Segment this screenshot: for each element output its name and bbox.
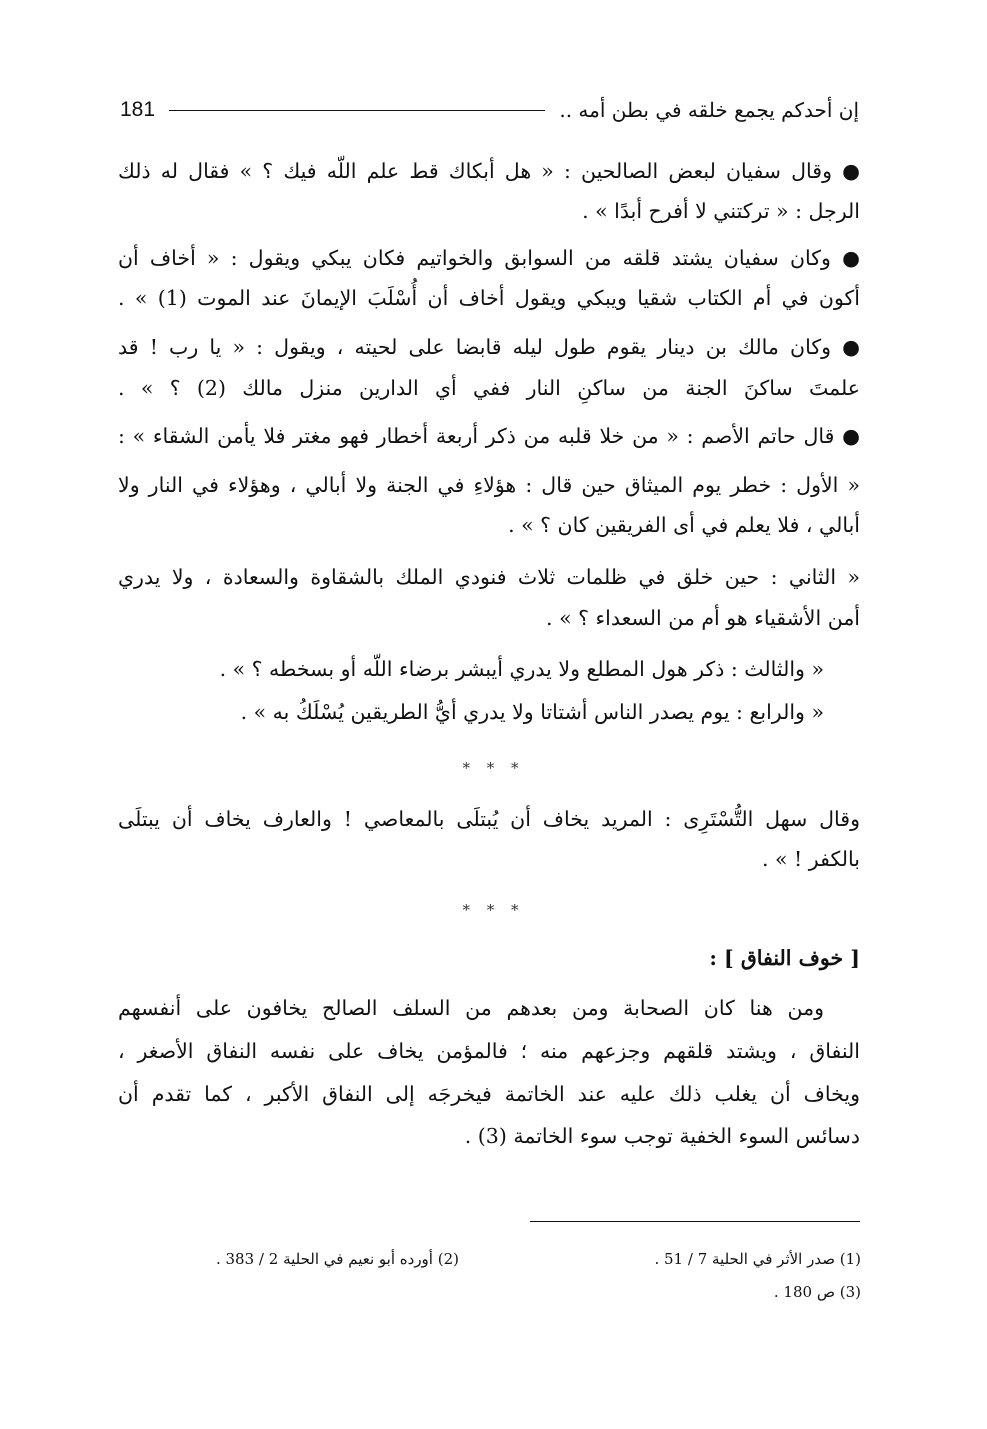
text-line: « الثاني : حين خلق في ظلمات ثلاث فنودي الملك بالشقاوة والسعادة ، ولا يدري: [118, 565, 860, 589]
text-line: علمتَ ساكنَ الجنة من ساكنِ النار ففي أي الدارين منزل مالك (2) ؟ » .: [118, 376, 860, 400]
text-line: « والرابع : يوم يصدر الناس أشتاتا ولا يدري أيُّ الطريقين يُسْلَكُ به » .: [240, 700, 824, 724]
text-line: ● قال حاتم الأصم : « من خلا قلبه من ذكر أربعة أخطار فهو مغتر فلا يأمن الشقاء » :: [118, 424, 860, 448]
footnote-1: (1) صدر الأثر في الحلية 7 / 51 .: [654, 1250, 861, 1268]
separator-stars: * * *: [462, 759, 525, 777]
text-line: ● وكان سفيان يشتد قلقه من السوابق والخواتيم فكان يبكي ويقول : « أخاف أن: [118, 246, 860, 270]
text-line: « والثالث : ذكر هول المطلع ولا يدري أيبشر برضاء اللّه أو بسخطه ؟ » .: [219, 657, 824, 681]
text-line: ● وكان مالك بن دينار يقوم طول ليله قابضا على لحيته ، ويقول : « يا رب ! قد: [118, 335, 860, 359]
text-line: دسائس السوء الخفية توجب سوء الخاتمة (3) .: [464, 1124, 860, 1148]
text-line: أمن الأشقياء هو أم من السعداء ؟ » .: [546, 606, 860, 630]
text-line: ● وقال سفيان لبعض الصالحين : « هل أبكاك قط علم اللّه فيك ؟ » فقال له ذلك: [118, 159, 860, 183]
footnote-2: (2) أورده أبو نعيم في الحلية 2 / 383 .: [215, 1250, 459, 1268]
text-line: أكون في أم الكتاب شقيا ويبكي ويقول أخاف أن أُسْلَبَ الإيمانَ عند الموت (1) » .: [118, 286, 860, 310]
running-header: [120, 92, 859, 128]
separator-stars: * * *: [462, 901, 525, 919]
text-line: النفاق ، ويشتد قلقهم وجزعهم منه ؛ فالمؤمن يخاف على نفسه النفاق الأصغر ،: [118, 1039, 860, 1063]
footnote-3: (3) ص 180 .: [773, 1283, 861, 1301]
footnote-rule: [530, 1221, 860, 1222]
text-line: بالكفر ! » .: [761, 847, 860, 871]
page-number: 181: [120, 98, 156, 121]
text-line: ومن هنا كان الصحابة ومن بعدهم من السلف الصالح يخافون على أنفسهم: [118, 996, 824, 1020]
section-heading: [ خوف النفاق ] :: [709, 946, 860, 970]
text-line: الرجل : « تركتني لا أفرح أبدًا » .: [582, 199, 860, 223]
running-title: إن أحدكم يجمع خلقه في بطن أمه ..: [559, 98, 859, 122]
text-line: أبالي ، فلا يعلم في أى الفريقين كان ؟ » .: [508, 513, 860, 537]
header-rule: [169, 110, 545, 111]
text-line: وقال سهل التُّسْتَرِى : المريد يخاف أن يُبتلَى بالمعاصي ! والعارف يخاف أن يبتلَى: [118, 807, 860, 831]
text-line: « الأول : خطر يوم الميثاق حين قال : هؤلاءِ في الجنة ولا أبالي ، وهؤلاء في النار ولا: [118, 473, 860, 497]
text-line: ويخاف أن يغلب ذلك عليه عند الخاتمة فيخرجَه إلى النفاق الأكبر ، كما تقدم أن: [118, 1082, 860, 1106]
